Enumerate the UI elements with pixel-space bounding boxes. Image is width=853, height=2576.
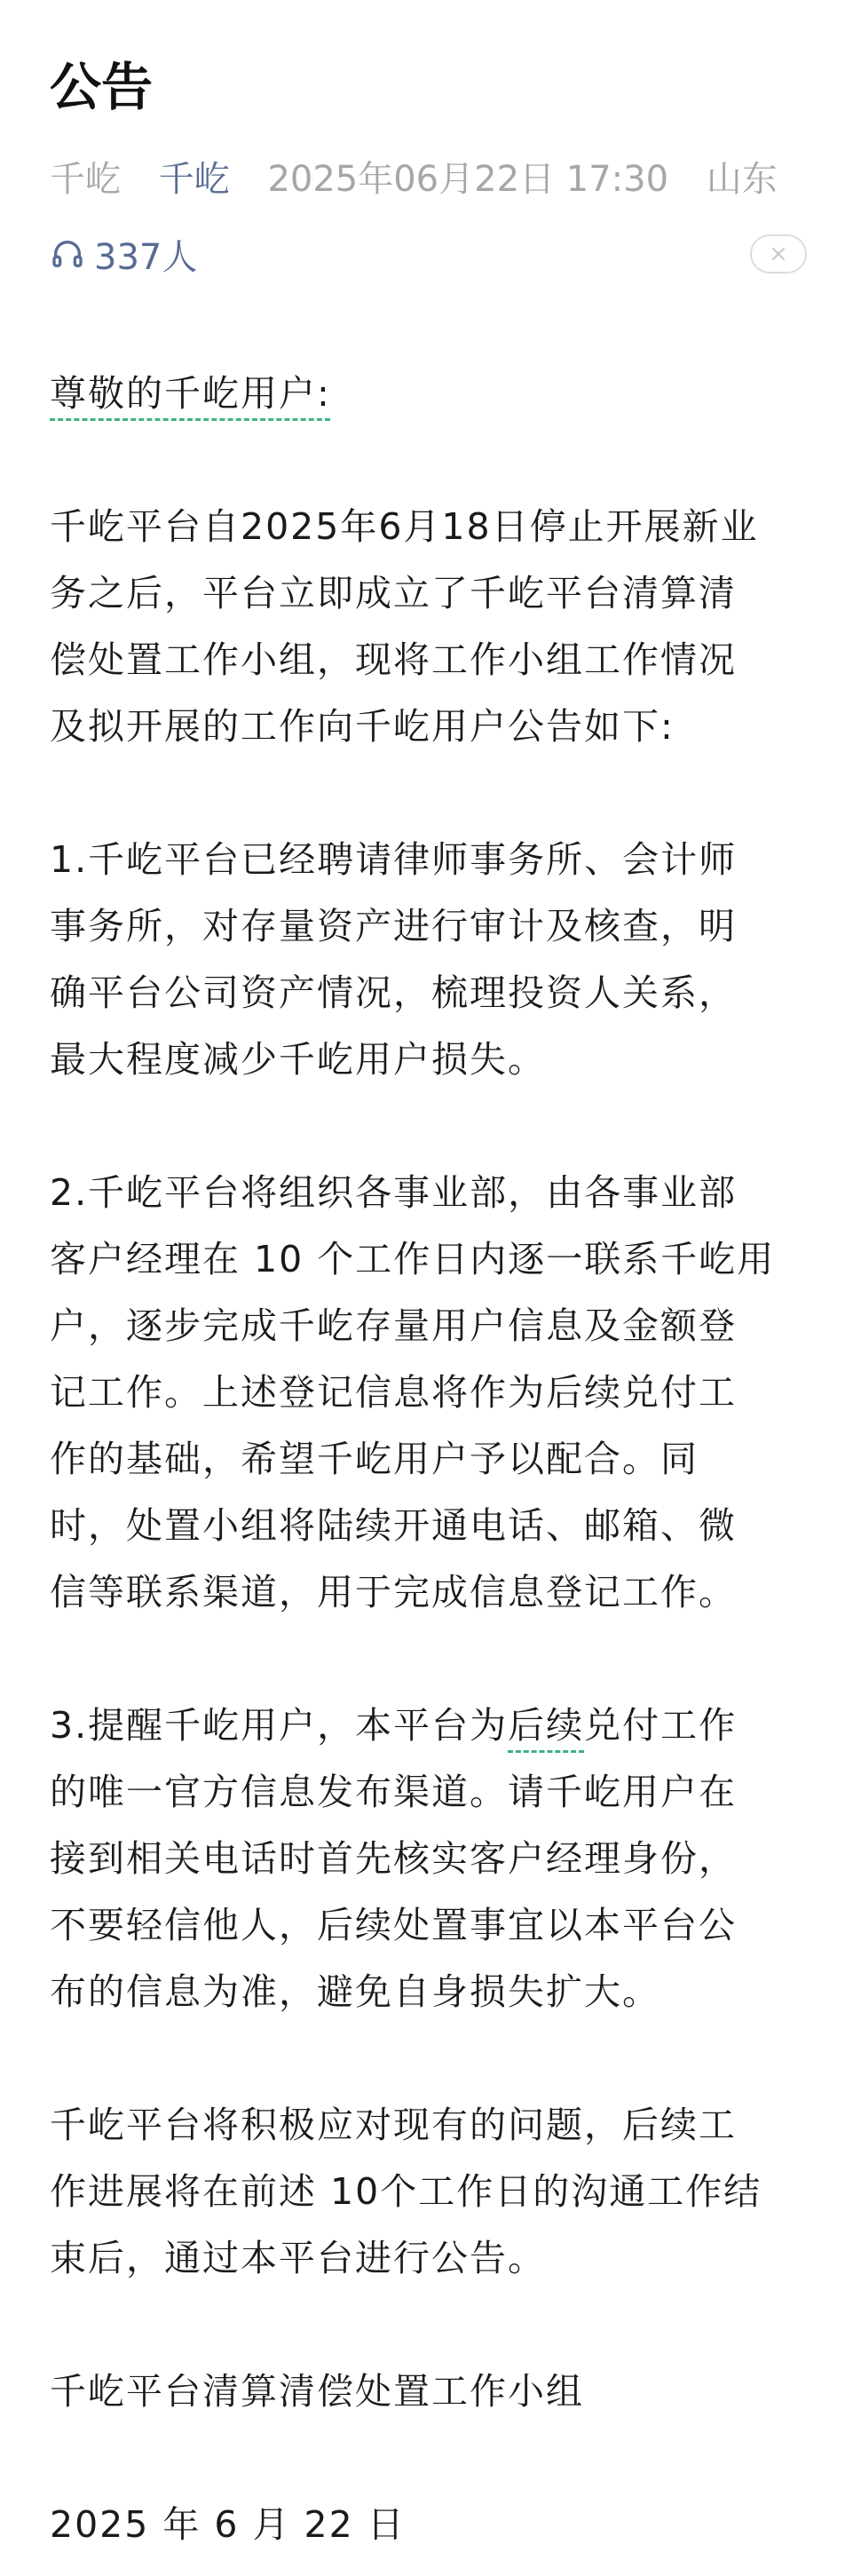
intro-line: 及拟开展的工作向千屹用户公告如下: — [50, 705, 675, 748]
meta-location: 山东 — [706, 159, 778, 200]
item1-line: 最大程度减少千屹用户损失。 — [50, 1038, 546, 1081]
closing-line: 束后，通过本平台进行公告。 — [50, 2237, 546, 2279]
keyword-link[interactable]: 后续 — [508, 1704, 585, 1747]
item1-line: 确平台公司资产情况，梳理投资人关系， — [50, 971, 737, 1014]
signature: 千屹平台清算清偿处置工作小组 — [50, 2370, 584, 2413]
item3-line: 的唯一官方信息发布渠道。请千屹用户在 — [50, 1771, 737, 1813]
closing-line: 千屹平台将积极应对现有的问题，后续工 — [50, 2104, 737, 2146]
item1-line: 1.千屹平台已经聘请律师事务所、会计师 — [50, 838, 738, 881]
listen-count: 337人 — [94, 236, 198, 278]
item2-line: 户，逐步完成千屹存量用户信息及金额登 — [50, 1304, 737, 1347]
item2-line: 时，处置小组将陆续开通电话、邮箱、微 — [50, 1504, 737, 1547]
close-icon — [770, 245, 787, 263]
article-title: 公告 — [50, 57, 154, 117]
meta-source: 千屹 — [50, 159, 121, 200]
item2-line: 2.千屹平台将组织各事业部，由各事业部 — [50, 1171, 738, 1214]
item3-line1-part-c: 兑付工作 — [584, 1704, 738, 1747]
item2-line: 信等联系渠道，用于完成信息登记工作。 — [50, 1571, 737, 1613]
greeting — [50, 361, 813, 427]
item3-line1-part-a: 3.提醒千屹用户，本平台为 — [50, 1704, 509, 1747]
item3-line: 接到相关电话时首先核实客户经理身份， — [50, 1837, 737, 1880]
listen-button[interactable] — [50, 226, 197, 282]
item2-line: 记工作。上述登记信息将作为后续兑付工 — [50, 1371, 737, 1414]
article-meta — [50, 151, 804, 208]
closing-line: 作进展将在前述 10个工作日的沟通工作结 — [50, 2170, 762, 2213]
item3-line: 不要轻信他人，后续处置事宜以本平台公 — [50, 1904, 737, 1946]
item1-line: 事务所，对存量资产进行审计及核查，明 — [50, 905, 737, 947]
intro-line: 务之后，平台立即成立了千屹平台清算清 — [50, 572, 737, 614]
item2-line: 客户经理在 10 个工作日内逐一联系千屹用 — [50, 1238, 776, 1280]
close-button[interactable] — [750, 234, 807, 273]
item2-line: 作的基础，希望千屹用户予以配合。同 — [50, 1438, 699, 1480]
intro-line: 千屹平台自2025年6月18日停止开展新业 — [50, 505, 759, 548]
item3-line: 布的信息为准，避免自身损失扩大。 — [50, 1970, 660, 2013]
article-content — [50, 361, 813, 2558]
meta-datetime: 2025年06月22日 17:30 — [267, 159, 669, 200]
headphones-icon — [50, 236, 85, 272]
item3-line — [50, 1692, 813, 1759]
intro-line: 偿处置工作小组，现将工作小组工作情况 — [50, 638, 737, 681]
announcement-date: 2025 年 6 月 22 日 — [50, 2503, 406, 2546]
greeting-text[interactable]: 尊敬的千屹用户: — [50, 372, 331, 415]
meta-author-link[interactable]: 千屹 — [158, 159, 230, 200]
